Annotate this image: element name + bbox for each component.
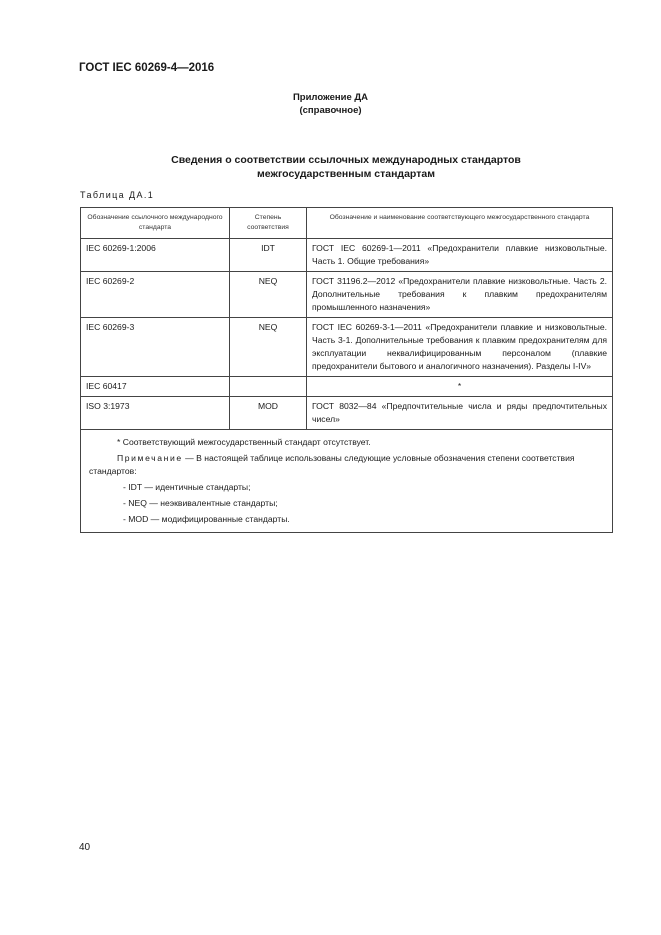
cell-degree: IDT xyxy=(230,239,307,272)
cell-reference: IEC 60269-1:2006 xyxy=(81,239,230,272)
cell-reference: IEC 60269-2 xyxy=(81,272,230,318)
legend-item: - MOD — модифицированные стандарты. xyxy=(123,514,290,524)
footnote: * Соответствующий межгосударственный стандарт отсутствует. xyxy=(117,437,371,447)
table-row xyxy=(81,272,613,318)
cell-standard: ГОСТ IEC 60269-3-1—2011 «Предохранители плавкие и низковольтные. Часть 3-1. Дополнительные требования к плавким предохранителям для эксплуатации неквалифицированным персоналом (плавкие предохранители бытового и аналогичного назначения). Разделы I-IV» xyxy=(307,318,613,377)
document-code: ГОСТ IEC 60269-4—2016 xyxy=(79,62,215,74)
cell-degree: NEQ xyxy=(230,272,307,318)
cell-reference: IEC 60269-3 xyxy=(81,318,230,377)
cell-degree xyxy=(230,377,307,397)
table-row xyxy=(81,239,613,272)
annex-subtitle: (справочное) xyxy=(299,105,362,116)
annex-title: Приложение ДА xyxy=(292,92,369,103)
table-row xyxy=(81,377,613,397)
table-row xyxy=(81,397,613,430)
cell-degree: MOD xyxy=(230,397,307,430)
cell-standard: ГОСТ 8032—84 «Предпочтительные числа и ряды предпочтительных чисел» xyxy=(307,397,613,430)
cell-reference: ISO 3:1973 xyxy=(81,397,230,430)
table-label: Таблица ДА.1 xyxy=(80,190,155,200)
table-notes-row xyxy=(81,430,613,533)
cell-degree: NEQ xyxy=(230,318,307,377)
standards-correspondence-table xyxy=(80,207,613,533)
table-header-row xyxy=(81,208,613,239)
header-interstate-standard: Обозначение и наименование соответствующего межгосударственного стандарта xyxy=(307,208,613,239)
cell-standard: * xyxy=(307,377,613,397)
cell-standard: ГОСТ 31196.2—2012 «Предохранители плавкие низковольтные. Часть 2. Дополнительные требования к плавким предохранителям промышленного назначения» xyxy=(307,272,613,318)
header-degree: Степень соответствия xyxy=(230,208,307,239)
header-reference-standard: Обозначение ссылочного международного стандарта xyxy=(81,208,230,239)
section-heading-line-2: межгосударственным стандартам xyxy=(257,168,435,180)
note-text: — В настоящей таблице использованы следующие условные обозначения степени соответствия стандартов: xyxy=(89,453,575,476)
table-notes xyxy=(81,430,613,533)
legend-item: - NEQ — неэквивалентные стандарты; xyxy=(123,498,278,508)
legend-item: - IDT — идентичные стандарты; xyxy=(123,482,251,492)
note-label: Примечание xyxy=(117,453,183,463)
table-row xyxy=(81,318,613,377)
note-paragraph xyxy=(89,452,604,478)
section-heading-line-1: Сведения о соответствии ссылочных международных стандартов xyxy=(171,154,521,166)
page-number: 40 xyxy=(79,842,91,853)
cell-standard: ГОСТ IEC 60269-1—2011 «Предохранители плавкие низковольтные. Часть 1. Общие требования» xyxy=(307,239,613,272)
cell-reference: IEC 60417 xyxy=(81,377,230,397)
